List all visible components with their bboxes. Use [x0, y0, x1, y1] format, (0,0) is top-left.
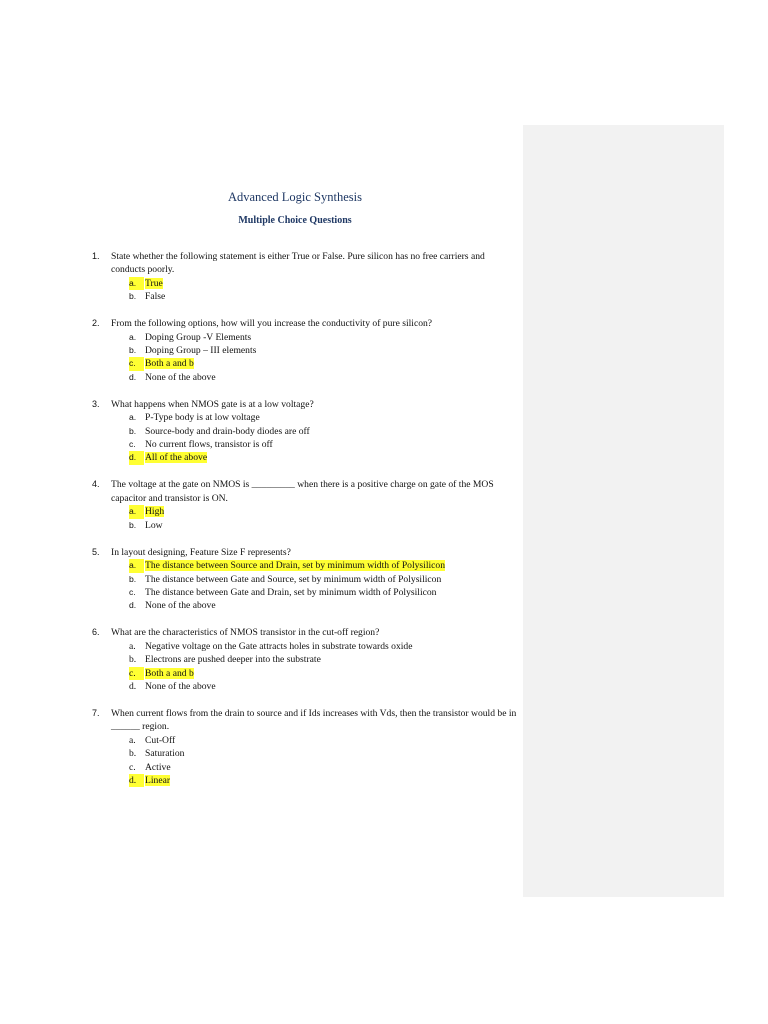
- highlighted-answer: Both a and b: [145, 667, 194, 679]
- answer-option: [92, 774, 520, 787]
- option-list: [92, 277, 520, 304]
- answer-option: [92, 331, 520, 344]
- answer-option: [92, 734, 520, 747]
- option-list: [92, 734, 520, 788]
- option-letter: b.: [129, 748, 137, 760]
- option-letter: a.: [129, 331, 137, 342]
- option-text: Cut-Off: [145, 734, 176, 746]
- answer-option: [92, 277, 520, 290]
- option-text: None of the above: [145, 600, 216, 612]
- option-letter: b.: [129, 425, 137, 436]
- option-letter: a.: [129, 559, 144, 572]
- answer-option: [92, 371, 520, 384]
- question-stem: [92, 546, 520, 559]
- option-letter: a.: [129, 505, 144, 518]
- option-letter: d.: [129, 451, 144, 464]
- option-letter: b.: [129, 345, 137, 356]
- question-text: In layout designing, Feature Size F represents?: [111, 546, 291, 558]
- option-text: Doping Group -V Elements: [145, 331, 252, 343]
- question-stem: [92, 626, 520, 639]
- answer-option: [92, 425, 520, 438]
- answer-option: [92, 640, 520, 653]
- answer-option: [92, 357, 520, 370]
- question-1: [92, 250, 520, 304]
- question-number: 5.: [92, 546, 100, 557]
- answer-option: [92, 519, 520, 532]
- option-text: None of the above: [145, 680, 216, 692]
- option-letter: d.: [129, 774, 144, 787]
- highlighted-answer: All of the above: [145, 452, 208, 464]
- answer-option: [92, 438, 520, 451]
- option-text: Active: [145, 761, 171, 773]
- option-text: Saturation: [145, 748, 185, 760]
- question-stem: [92, 707, 520, 734]
- question-text: From the following options, how will you increase the conductivity of pure silicon?: [111, 318, 433, 330]
- option-text: The distance between Gate and Drain, set by minimum width of Polysilicon: [145, 586, 437, 598]
- question-text: The voltage at the gate on NMOS is _________ when there is a positive charge on gate of the MOS capacitor and transistor is ON.: [111, 479, 494, 504]
- option-text: None of the above: [145, 371, 216, 383]
- highlighted-answer: Linear: [145, 774, 171, 786]
- option-letter: d.: [129, 680, 137, 692]
- option-list: [92, 559, 520, 613]
- option-list: [92, 411, 520, 465]
- question-number: 6.: [92, 627, 100, 638]
- answer-option: [92, 451, 520, 464]
- answer-option: [92, 505, 520, 518]
- answer-option: [92, 573, 520, 586]
- answer-option: [92, 344, 520, 357]
- option-text: No current flows, transistor is off: [145, 439, 273, 451]
- answer-option: [92, 411, 520, 424]
- option-letter: c.: [129, 761, 136, 773]
- option-letter: b.: [129, 291, 137, 302]
- comment-pane: [523, 125, 724, 897]
- answer-option: [92, 680, 520, 693]
- highlighted-answer: Both a and b: [145, 358, 194, 370]
- answer-option: [92, 290, 520, 303]
- question-text: State whether the following statement is either True or False. Pure silicon has no free carriers and conducts poorly.: [111, 251, 485, 276]
- option-text: Low: [145, 519, 163, 531]
- option-letter: a.: [129, 412, 137, 423]
- question-number: 3.: [92, 398, 100, 409]
- question-4: [92, 478, 520, 532]
- question-stem: [92, 478, 520, 505]
- option-text: The distance between Gate and Source, set by minimum width of Polysilicon: [145, 573, 442, 585]
- question-2: [92, 317, 520, 384]
- question-6: [92, 626, 520, 693]
- answer-option: [92, 667, 520, 680]
- option-letter: d.: [129, 371, 137, 382]
- highlighted-answer: High: [145, 506, 165, 518]
- answer-option: [92, 761, 520, 774]
- option-list: [92, 640, 520, 694]
- question-number: 2.: [92, 318, 100, 329]
- option-text: Source-body and drain-body diodes are off: [145, 425, 310, 437]
- option-letter: a.: [129, 640, 136, 652]
- question-7: [92, 707, 520, 787]
- answer-option: [92, 586, 520, 599]
- question-3: [92, 398, 520, 465]
- option-letter: d.: [129, 600, 137, 611]
- option-letter: c.: [129, 439, 136, 450]
- highlighted-answer: The distance between Source and Drain, set by minimum width of Polysilicon: [145, 560, 446, 572]
- question-text: What happens when NMOS gate is at a low voltage?: [111, 398, 314, 410]
- option-list: [92, 505, 520, 532]
- option-letter: a.: [129, 277, 144, 290]
- question-number: 4.: [92, 479, 100, 490]
- question-number: 1.: [92, 251, 100, 261]
- option-text: P-Type body is at low voltage: [145, 412, 260, 424]
- option-letter: c.: [129, 667, 144, 680]
- option-list: [92, 331, 520, 385]
- question-stem: [92, 250, 520, 277]
- question-text: When current flows from the drain to source and if Ids increases with Vds, then the transistor would be in ______ region.: [111, 707, 517, 733]
- option-text: Negative voltage on the Gate attracts holes in substrate towards oxide: [145, 640, 413, 652]
- option-text: False: [145, 291, 166, 303]
- option-text: Electrons are pushed deeper into the substrate: [145, 654, 321, 666]
- highlighted-answer: True: [145, 277, 163, 289]
- answer-option: [92, 559, 520, 572]
- option-text: Doping Group – III elements: [145, 345, 257, 357]
- question-stem: [92, 317, 520, 330]
- answer-option: [92, 653, 520, 666]
- option-letter: a.: [129, 734, 136, 746]
- option-letter: b.: [129, 573, 137, 584]
- question-5: [92, 546, 520, 613]
- option-letter: c.: [129, 357, 144, 370]
- question-number: 7.: [92, 707, 100, 718]
- question-stem: [92, 398, 520, 411]
- answer-option: [92, 747, 520, 760]
- answer-option: [92, 599, 520, 612]
- option-letter: b.: [129, 654, 137, 666]
- question-list: [92, 250, 520, 801]
- option-letter: c.: [129, 586, 136, 597]
- document-title: Advanced Logic Synthesis: [227, 190, 362, 204]
- document-subtitle: Multiple Choice Questions: [238, 215, 352, 226]
- question-text: What are the characteristics of NMOS transistor in the cut-off region?: [111, 627, 380, 639]
- option-letter: b.: [129, 519, 137, 530]
